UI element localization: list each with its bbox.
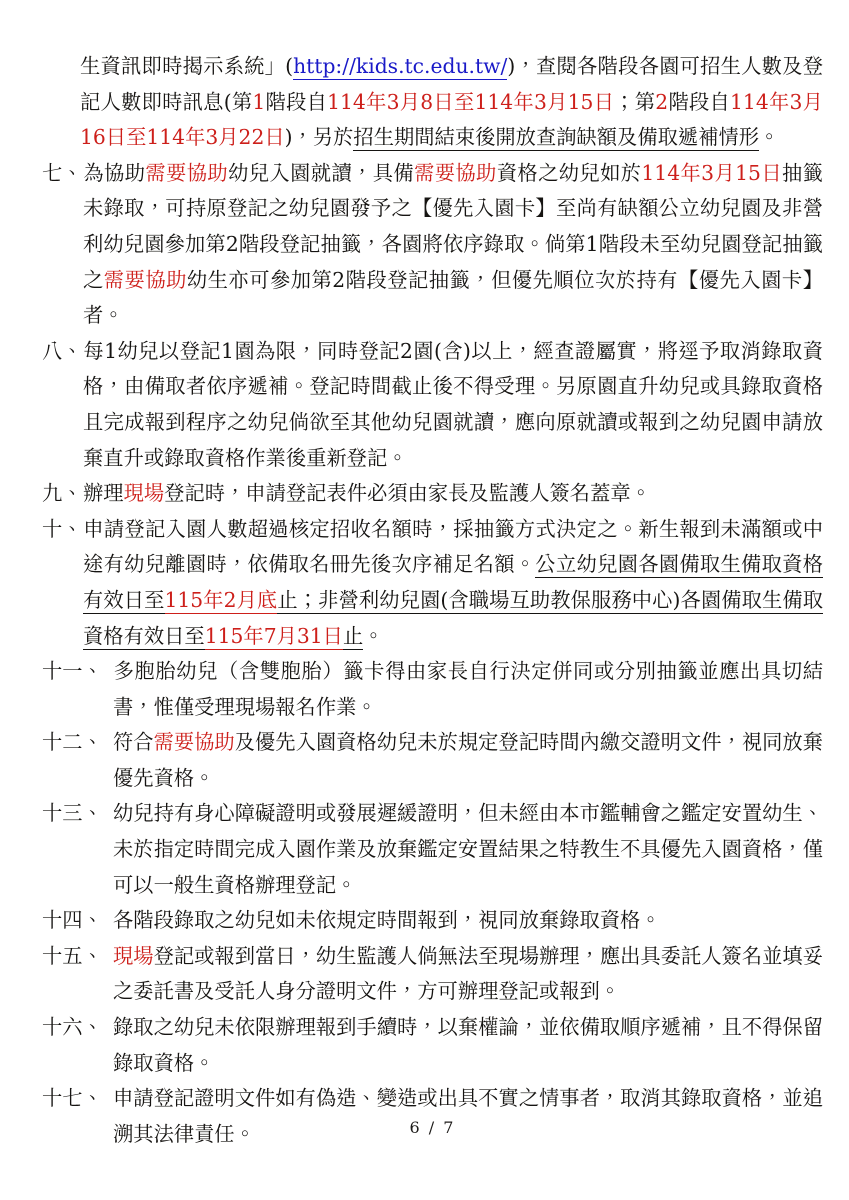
text-segment: 抽籤未錄取，可持原登記之幼兒園發予之【優先入園卡】至尚有缺額公立幼兒園及非營利幼兒園參加第2階段登記抽籤，各園將依序錄取。倘第1階段未至幼兒園登記抽籤之	[83, 160, 823, 292]
text-segment: 辦理	[83, 481, 124, 506]
text-segment: 每1幼兒以登記1園為限，同時登記2園(含)以上，經查證屬實，將逕予取消錄取資格，由備取者依序遞補。登記時間截止後不得受理。另原園直升幼兒或具錄取資格且完成報到程序之幼兒倘欲至其他幼兒園就讀，應向原就讀或報到之幼兒園申請放棄直升或錄取資格作業後重新登記。	[83, 338, 823, 470]
list-item	[42, 334, 823, 476]
text-segment: 及優先入園資格幼兒未於規定登記時間內繳交證明文件，視同放棄優先資格。	[113, 730, 823, 790]
text-segment: 生資訊即時揭示系統」(	[80, 54, 294, 78]
item-number: 十七、	[42, 1086, 103, 1111]
text-segment: ；第	[614, 89, 656, 114]
list-item	[42, 476, 823, 512]
text-segment: 幼兒入園就讀，具備	[228, 160, 415, 185]
text-segment: 115年2月底	[164, 587, 278, 612]
item-number: 十一、	[42, 659, 103, 684]
item-number: 十三、	[42, 801, 103, 826]
text-segment: 幼生亦可參加第2階段登記抽籤，但優先順位次於持有【優先入園卡】者。	[83, 267, 823, 328]
text-segment: 114年3月8日至114年3月15日	[327, 89, 615, 114]
text-segment: 114年3月16日至114年3月22日	[80, 89, 823, 150]
list-item	[42, 512, 823, 654]
item-number: 十二、	[42, 730, 103, 755]
list-item	[42, 796, 823, 903]
item-number: 十五、	[42, 943, 103, 968]
item-number: 七、	[42, 160, 83, 185]
text-segment: 需要協助	[145, 160, 229, 185]
item-number: 十六、	[42, 1015, 103, 1040]
text-segment: 114年3月15日	[641, 160, 782, 185]
text-segment: 資格之幼兒如於	[496, 160, 642, 185]
text-segment: 符合	[113, 730, 154, 755]
text-segment: 申請登記入園人數超過核定招收名額時，採抽籤方式決定之。新生報到未滿額或中途有幼兒離園時，依備取名冊先後次序補足名額。	[83, 516, 823, 577]
text-segment: 招生期間結束後開放查詢缺額及備取遞補情形	[353, 125, 760, 150]
text-segment: 現場	[123, 481, 165, 506]
text-segment: 多胞胎幼兒（含雙胞胎）籤卡得由家長自行決定併同或分別抽籤並應出具切結書，惟僅受理現場報名作業。	[113, 659, 823, 719]
text-segment: 階段自	[265, 89, 328, 114]
text-segment: 需要協助	[103, 267, 187, 292]
list-item	[42, 1010, 823, 1081]
text-segment: 階段自	[668, 89, 731, 114]
item-number: 八、	[42, 338, 83, 363]
text-segment: 止	[342, 623, 364, 648]
item-number: 十四、	[42, 908, 103, 933]
list-item	[42, 939, 823, 1010]
page-number: 6 / 7	[409, 1118, 456, 1137]
text-segment: 各階段錄取之幼兒如未依規定時間報到，視同放棄錄取資格。	[113, 908, 661, 933]
text-segment: 需要協助	[414, 160, 497, 185]
text-segment: 2	[655, 89, 669, 114]
list-item	[42, 156, 823, 334]
document-body	[42, 49, 823, 1152]
list-item	[42, 1081, 823, 1152]
item-number: 十、	[42, 516, 83, 541]
text-segment: 。	[759, 125, 780, 150]
text-segment: 止；非營利幼兒園(含職場互助教保服務中心)各園備取生備取資格有效日至	[83, 587, 823, 648]
text-segment: 幼兒持有身心障礙證明或發展遲緩證明，但未經由本市鑑輔會之鑑定安置幼生、未於指定時間完成入園作業及放棄鑑定安置結果之特教生不具優先入園資格，僅可以一般生資格辦理登記。	[113, 801, 823, 897]
text-segment: 公立幼兒園各園備取生備取資格有效日至	[83, 552, 823, 612]
list-item	[42, 725, 823, 796]
text-segment: 1	[252, 89, 266, 114]
text-segment: 現場	[113, 943, 154, 968]
text-segment: )，查閱各階段各園可招生人數及登記人數即時訊息(第	[80, 54, 823, 114]
url-link[interactable]: http://kids.tc.edu.tw/	[293, 54, 508, 78]
text-segment: 登記或報到當日，幼生監護人倘無法至現場辦理，應出具委託人簽名並填妥之委託書及受託人身分證明文件，方可辦理登記或報到。	[113, 943, 823, 1004]
text-segment: )，另於	[284, 125, 354, 150]
text-segment: 115年7月31日	[204, 623, 343, 648]
text-segment: 登記時，申請登記表件必須由家長及監護人簽名蓋章。	[164, 481, 651, 506]
text-segment: 需要協助	[153, 730, 235, 755]
text-segment: 為協助	[83, 160, 146, 185]
text-segment: 錄取之幼兒未依限辦理報到手續時，以棄權論，並依備取順序遞補，且不得保留錄取資格。	[113, 1015, 823, 1075]
item-number: 九、	[42, 481, 83, 506]
list-item	[42, 903, 823, 939]
list-item	[42, 654, 823, 725]
text-segment: 。	[363, 623, 384, 648]
text-segment: 申請登記證明文件如有偽造、變造或出具不實之情事者，取消其錄取資格，並追溯其法律責任。	[113, 1086, 823, 1146]
paragraph	[42, 49, 823, 156]
